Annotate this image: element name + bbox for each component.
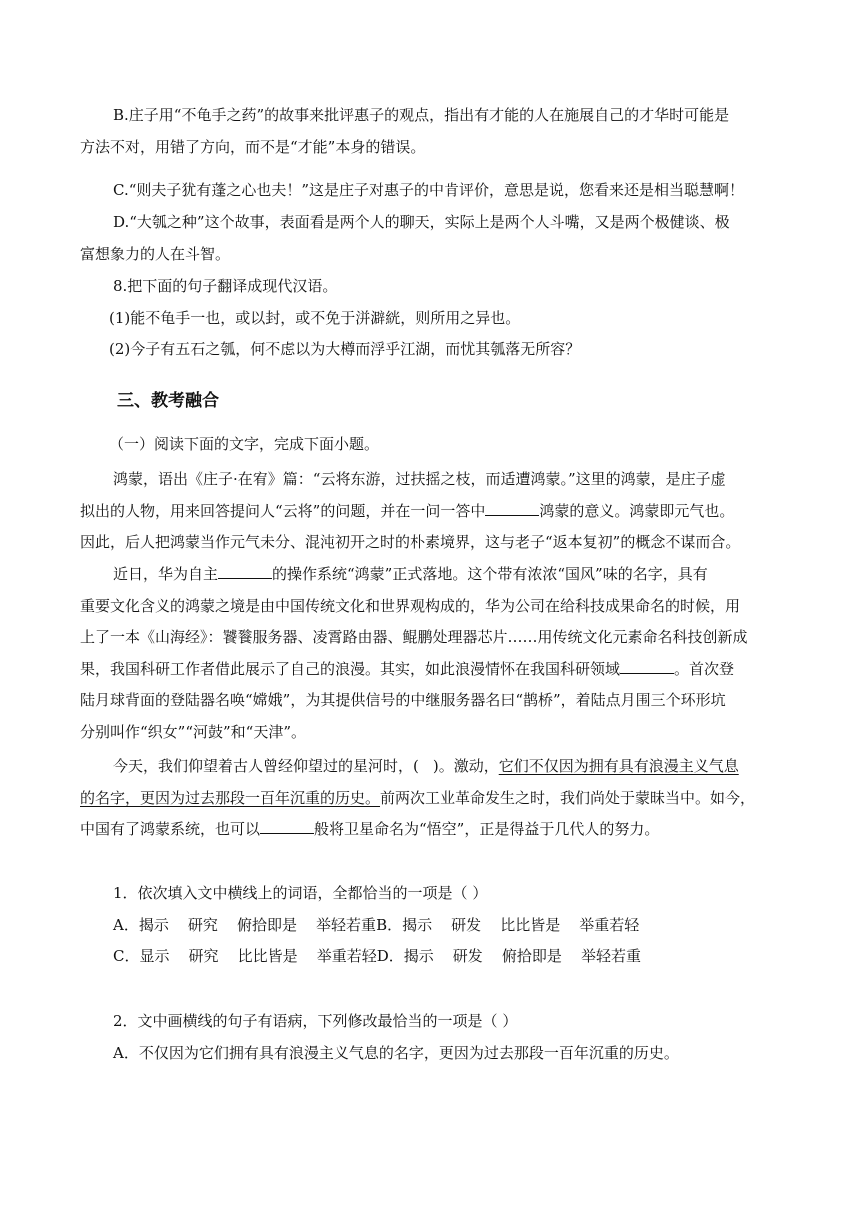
p3-line3: 中国有了鸿蒙系统，也可以 般将卫星命名为“悟空”，正是得益于几代人的努力。 bbox=[80, 820, 660, 838]
p1-line1: 鸿蒙，语出《庄子·在宥》篇：“云将东游，过扶摇之枝，而适遭鸿蒙。”这里的鸿蒙，是庄子虚 bbox=[113, 470, 726, 488]
q7-option-d bbox=[80, 207, 780, 270]
p3-line2: 的名字，更因为过去那段一百年沉重的历史。前两次工业革命发生之时，我们尚处于蒙昧当中。如今， bbox=[80, 788, 756, 807]
reading-intro bbox=[80, 429, 780, 461]
p1-line3: 因此，后人把鸿蒙当作元气未分、混沌初开之时的朴素境界，这与老子“返本复初”的概念不谋而合。 bbox=[80, 533, 741, 551]
fill-blank-4 bbox=[260, 819, 314, 834]
question-2 bbox=[80, 1006, 780, 1069]
q1-stem: 1．依次填入文中横线上的词语，全都恰当的一项是（ ） bbox=[113, 884, 488, 902]
option-d-line2: 富想象力的人在斗智。 bbox=[80, 244, 231, 263]
underlined-sentence-part2: 的名字，更因为过去那段一百年沉重的历史。 bbox=[80, 788, 381, 807]
section-heading: 三、教考融合 bbox=[117, 391, 219, 411]
q1-options-row2 bbox=[80, 941, 780, 973]
question-1 bbox=[80, 878, 780, 973]
fill-blank-3 bbox=[620, 659, 674, 674]
q2-stem: 2．文中画横线的句子有语病，下列修改最恰当的一项是（ ） bbox=[113, 1012, 518, 1030]
q8-sentence-2: (2)今子有五石之瓠，何不虑以为大樽而浮乎江湖，而忧其瓠落无所容？ bbox=[109, 340, 581, 358]
reading-paragraph-3 bbox=[80, 751, 780, 846]
q1-option-a: A．揭示 研究 俯拾即是 举轻若重 bbox=[113, 915, 377, 934]
p2-line3: 上了一本《山海经》：饕餮服务器、凌霄路由器、鲲鹏处理器芯片……用传统文化元素命名科技创新成 bbox=[80, 628, 748, 646]
q8-block bbox=[80, 271, 780, 366]
p2-line2: 重要文化含义的鸿蒙之境是由中国传统文化和世界观构成的，华为公司在给科技成果命名的时候，用 bbox=[80, 596, 741, 615]
option-b-line1: B.庄子用“不龟手之药”的故事来批评惠子的观点，指出有才能的人在施展自己的才华时可能是 bbox=[113, 106, 730, 124]
q1-option-d: D．揭示 研发 俯拾即是 举轻若重 bbox=[376, 947, 641, 965]
reading-paragraph-1 bbox=[80, 464, 780, 559]
reading-intro-text: （一）阅读下面的文字，完成下面小题。 bbox=[109, 435, 380, 453]
option-d-line1: D.“大瓠之种”这个故事，表面看是两个人的聊天，实际上是两个人斗嘴，又是两个极健谈、极 bbox=[113, 213, 730, 231]
p2-line6: 分别叫作“织女”“河鼓”和“天津”。 bbox=[80, 722, 307, 741]
option-b-line2: 方法不对，用错了方向，而不是“才能”本身的错误。 bbox=[80, 137, 426, 156]
q7-option-b bbox=[80, 100, 780, 163]
q8-sentence-1: (1)能不龟手一也，或以封，或不免于洴澼絖，则所用之异也。 bbox=[109, 308, 521, 327]
p2-line1: 近日，华为自主 的操作系统“鸿蒙”正式落地。这个带有浓浓“国风”味的名字，具有 bbox=[113, 565, 708, 583]
q1-option-b: B．揭示 研发 比比皆是 举重若轻 bbox=[376, 915, 640, 934]
q1-option-c: C．显示 研究 比比皆是 举重若轻 bbox=[113, 947, 377, 965]
q2-option-a: A．不仅因为它们拥有具有浪漫主义气息的名字，更因为过去那段一百年沉重的历史。 bbox=[113, 1043, 679, 1062]
option-c-line: C.“则夫子犹有蓬之心也夫！”这是庄子对惠子的中肯评价，意思是说，您看来还是相当聪慧啊！ bbox=[113, 181, 745, 199]
p2-line4: 果，我国科研工作者借此展示了自己的浪漫。其实，如此浪漫情怀在我国科研领域 。首次登 bbox=[80, 659, 735, 678]
reading-paragraph-2 bbox=[80, 559, 780, 748]
p1-line2: 拟出的人物，用来回答提问人“云将”的问题，并在一问一答中 鸿蒙的意义。鸿蒙即元气也。 bbox=[80, 501, 735, 520]
fill-blank-1 bbox=[485, 501, 539, 516]
fill-blank-2 bbox=[218, 564, 272, 579]
p3-line1: 今天，我们仰望着古人曾经仰望过的星河时，( )。激动，它们不仅因为拥有具有浪漫主义气息 bbox=[113, 757, 739, 775]
p2-line5: 陆月球背面的登陆器名唤“嫦娥”，为其提供信号的中继服务器名曰“鹊桥”，着陆点月围三个环形坑 bbox=[80, 691, 726, 709]
q1-options-row1 bbox=[80, 910, 780, 942]
underlined-sentence-part1: 它们不仅因为拥有具有浪漫主义气息 bbox=[498, 757, 739, 775]
q7-option-c bbox=[80, 175, 780, 207]
q8-title: 8.把下面的句子翻译成现代汉语。 bbox=[113, 277, 338, 295]
